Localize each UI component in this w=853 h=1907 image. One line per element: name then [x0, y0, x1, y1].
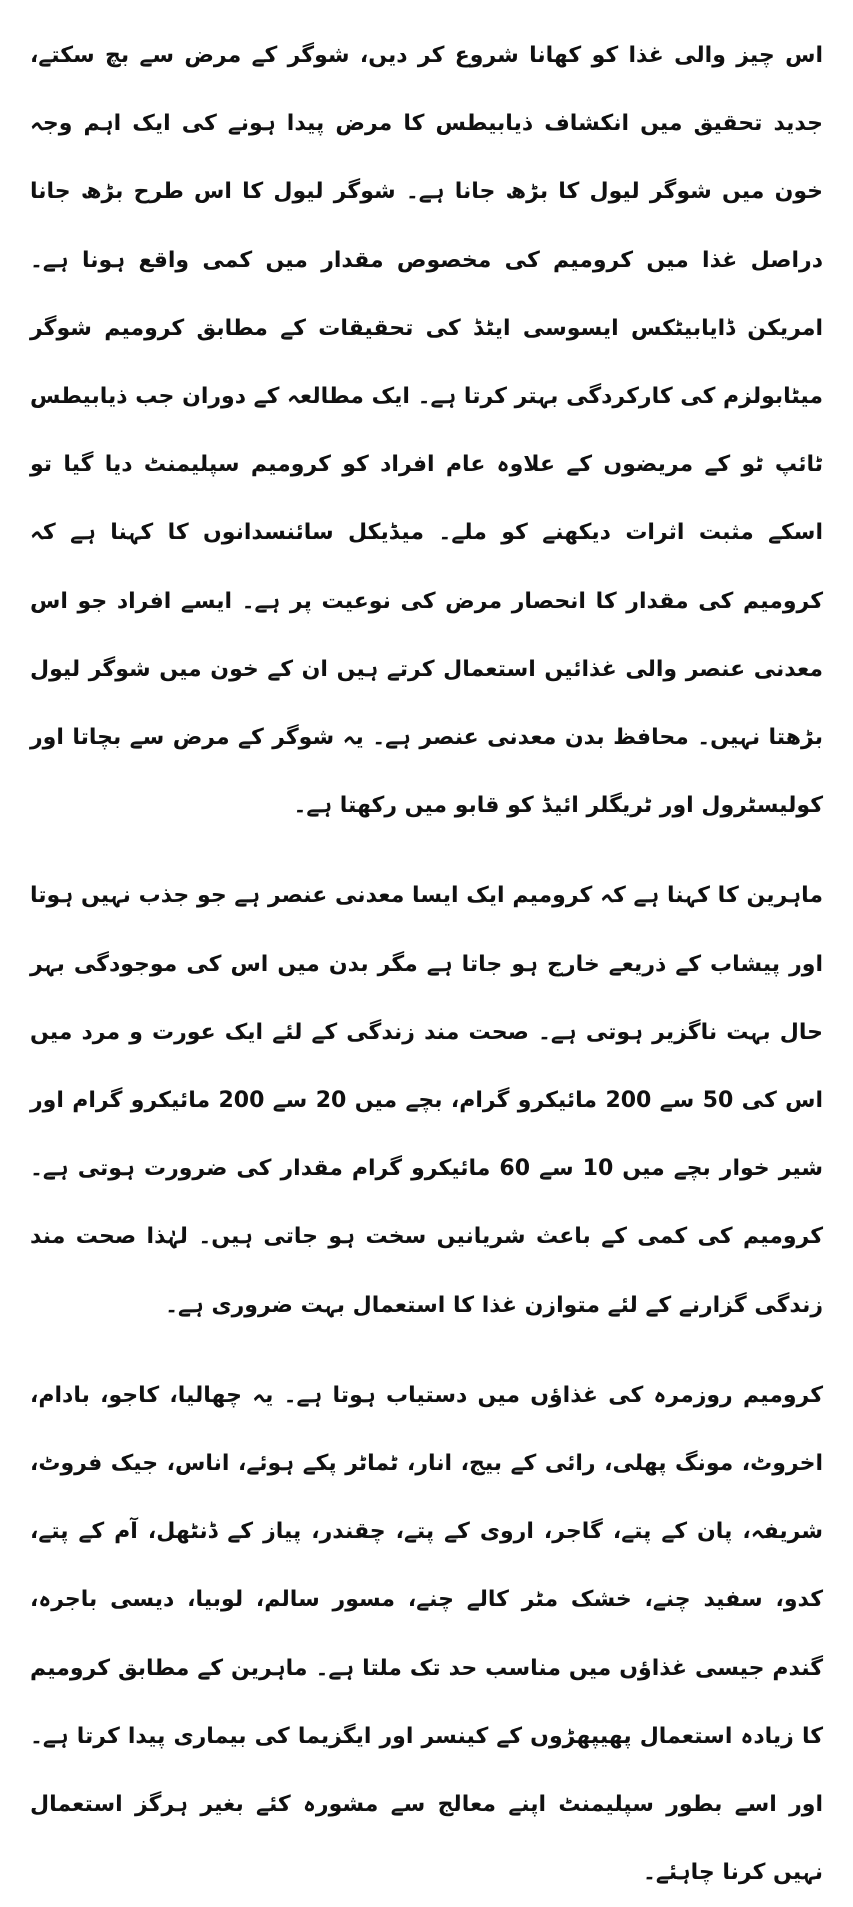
paragraph-2: ماہرین کا کہنا ہے کہ کرومیم ایک ایسا معدنی عنصر ہے جو جذب نہیں ہوتا اور پیشاب کے ذریعے خارج ہو جاتا ہے مگر بدن میں اس کی موجودگی بہر حال بہت ناگزیر ہوتی ہے۔ صحت مند زندگی کے لئے ایک عورت و مرد میں اس کی 50 سے 200 مائیکرو گرام، بچے میں 20 سے 200 مائیکرو گرام اور شیر خوار بچے میں 10 سے 60 مائیکرو گرام مقدار کی ضرورت ہوتی ہے۔ کرومیم کی کمی کے باعث شریانیں سخت ہو جاتی ہیں۔ لہٰذا صحت مند زندگی گزارنے کے لئے متوازن غذا کا استعمال بہت ضروری ہے۔ [30, 883, 824, 1318]
paragraph-3: کرومیم روزمرہ کی غذاؤں میں دستیاب ہوتا ہے۔ یہ چھالیا، کاجو، بادام، اخروٹ، مونگ پھلی، رائی کے بیج، انار، ٹماٹر پکے ہوئے، اناس، جیک فروٹ، شریفہ، پان کے پتے، گاجر، اروی کے پتے، چقندر، پیاز کے ڈنٹھل، آم کے پتے، کدو، سفید چنے، خشک مٹر کالے چنے، مسور سالم، لوبیا، دیسی باجرہ، گندم جیسی غذاؤں میں مناسب حد تک ملتا ہے۔ ماہرین کے مطابق کرومیم کا زیادہ استعمال پھیپھڑوں کے کینسر اور ایگزیما کی بیماری پیدا کرتا ہے۔ اور اسے بطور سپلیمنٹ اپنے معالج سے مشورہ کئے بغیر ہرگز استعمال نہیں کرنا چاہئے۔ [30, 1382, 823, 1886]
paragraph-1: اس چیز والی غذا کو کھانا شروع کر دیں، شوگر کے مرض سے بچ سکتے، جدید تحقیق میں انکشاف ذیابیطس کا مرض پیدا ہونے کی ایک اہم وجہ خون میں شوگر لیول کا بڑھ جانا ہے۔ شوگر لیول کا اس طرح بڑھ جانا دراصل غذا میں کرومیم کی مخصوص مقدار میں کمی واقع ہونا ہے۔ امریکن ڈایابیٹکس ایسوسی ایٹڈ کی تحقیقات کے مطابق کرومیم شوگر میٹابولزم کی کارکردگی بہتر کرتا ہے۔ ایک مطالعہ کے دوران جب ذیابیطس ٹائپ ٹو کے مریضوں کے علاوہ عام افراد کو کرومیم سپلیمنٹ دیا گیا تو اسکے مثبت اثرات دیکھنے کو ملے۔ میڈیکل سائنسدانوں کا کہنا ہے کہ کرومیم کی مقدار کا انحصار مرض کی نوعیت پر ہے۔ ایسے افراد جو اس معدنی عنصر والی غذائیں استعمال کرتے ہیں ان کے خون میں شوگر لیول بڑھتا نہیں۔ محافظ بدن معدنی عنصر ہے۔ یہ شوگر کے مرض سے بچاتا اور کولیسٹرول اور ٹریگلر ائیڈ کو قابو میں رکھتا ہے۔ [30, 43, 823, 819]
